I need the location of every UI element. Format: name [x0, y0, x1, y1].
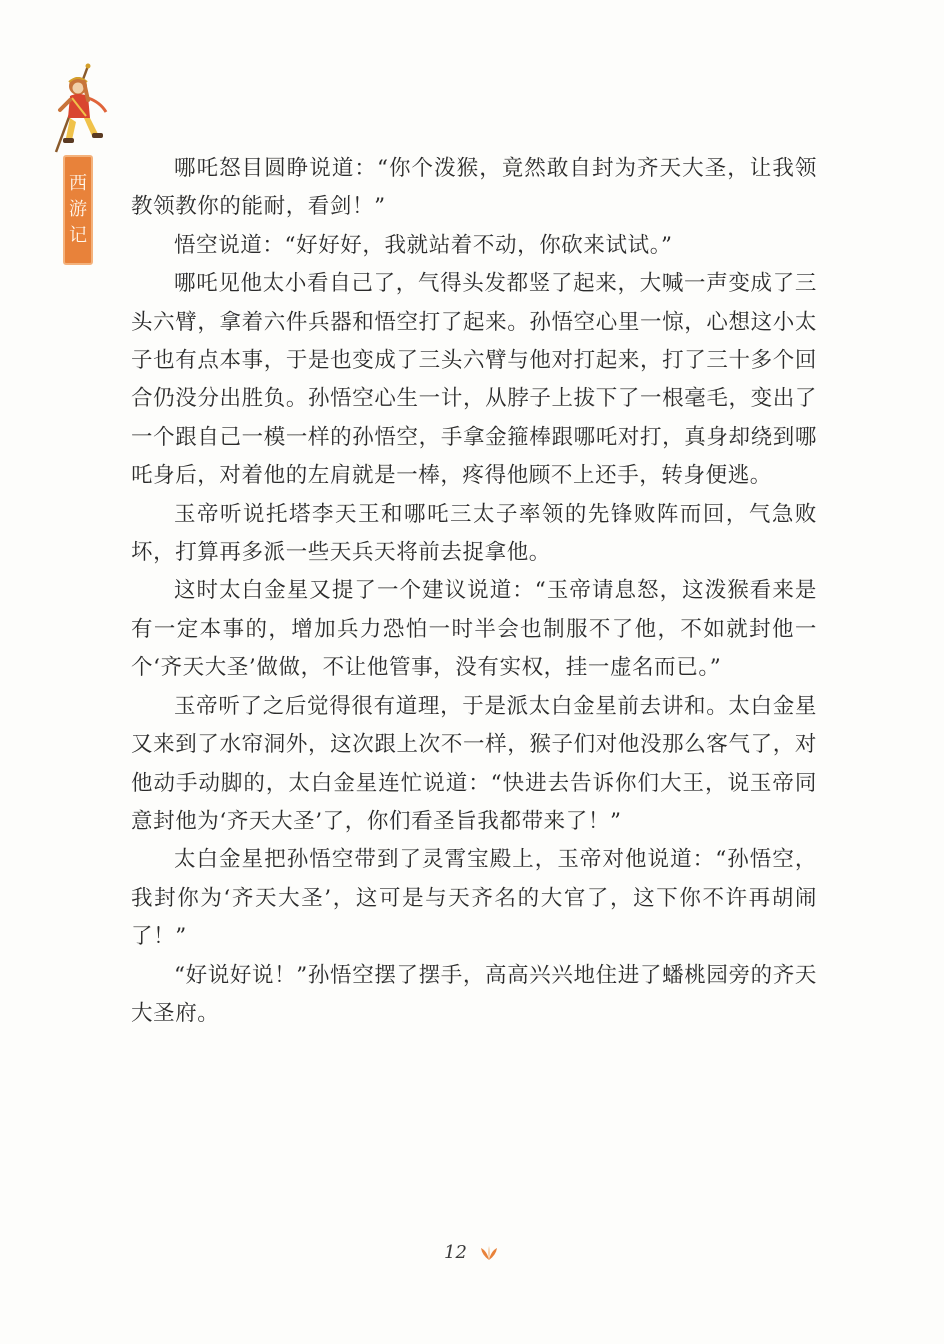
- leaf-ornament-icon: [478, 1245, 500, 1261]
- paragraph: “好说好说！”孙悟空摆了摆手，高高兴兴地住进了蟠桃园旁的齐天大圣府。: [131, 962, 817, 1026]
- paragraph: 哪吒怒目圆睁说道：“你个泼猴，竟然敢自封为齐天大圣，让我领教领教你的能耐，看剑！”: [131, 156, 817, 220]
- paragraph: 悟空说道：“好好好，我就站着不动，你砍来试试。”: [174, 232, 673, 258]
- page-number: 12: [444, 1242, 467, 1263]
- paragraph: 玉帝听说托塔李天王和哪吒三太子率领的先锋败阵而回，气急败坏，打算再多派一些天兵天将前去捉拿他。: [131, 501, 817, 566]
- monkey-king-icon: [48, 62, 118, 154]
- page-footer: [0, 1242, 944, 1263]
- paragraph: 玉帝听了之后觉得很有道理，于是派太白金星前去讲和。太白金星又来到了水帘洞外，这次跟上次不一样，猴子们对他没那么客气了，对他动手动脚的，太白金星连忙说道：“快进去告诉你们大王，说玉帝同意封他为‘齐天大圣’了，你们看圣旨我都带来了！”: [131, 693, 817, 834]
- paragraph: 哪吒见他太小看自己了，气得头发都竖了起来，大喊一声变成了三头六臂，拿着六件兵器和悟空打了起来。孙悟空心里一惊，心想这小太子也有点本事，于是也变成了三头六臂与他对打起来，打了三十多个回合仍没分出胜负。孙悟空心生一计，从脖子上拔下了一根毫毛，变出了一个跟自己一模一样的孙悟空，手拿金箍棒跟哪吒对打，真身却绕到哪吒身后，对着他的左肩就是一棒，疼得他顾不上还手，转身便逃。: [131, 271, 817, 489]
- book-title-char: 记: [69, 225, 87, 246]
- paragraph: 这时太白金星又提了一个建议说道：“玉帝请息怒，这泼猴看来是有一定本事的，增加兵力恐怕一时半会也制服不了他，不如就封他一个‘齐天大圣’做做，不让他管事，没有实权，挂一虚名而已。”: [131, 578, 817, 681]
- paragraph: 太白金星把孙悟空带到了灵霄宝殿上，玉帝对他说道：“孙悟空，我封你为‘齐天大圣’，这可是与天齐名的大官了，这下你不许再胡闹了！”: [131, 847, 817, 950]
- story-text: [131, 150, 817, 1033]
- book-title-char: 游: [69, 199, 87, 220]
- book-title-char: 西: [69, 173, 87, 194]
- book-title-tab: [63, 155, 93, 265]
